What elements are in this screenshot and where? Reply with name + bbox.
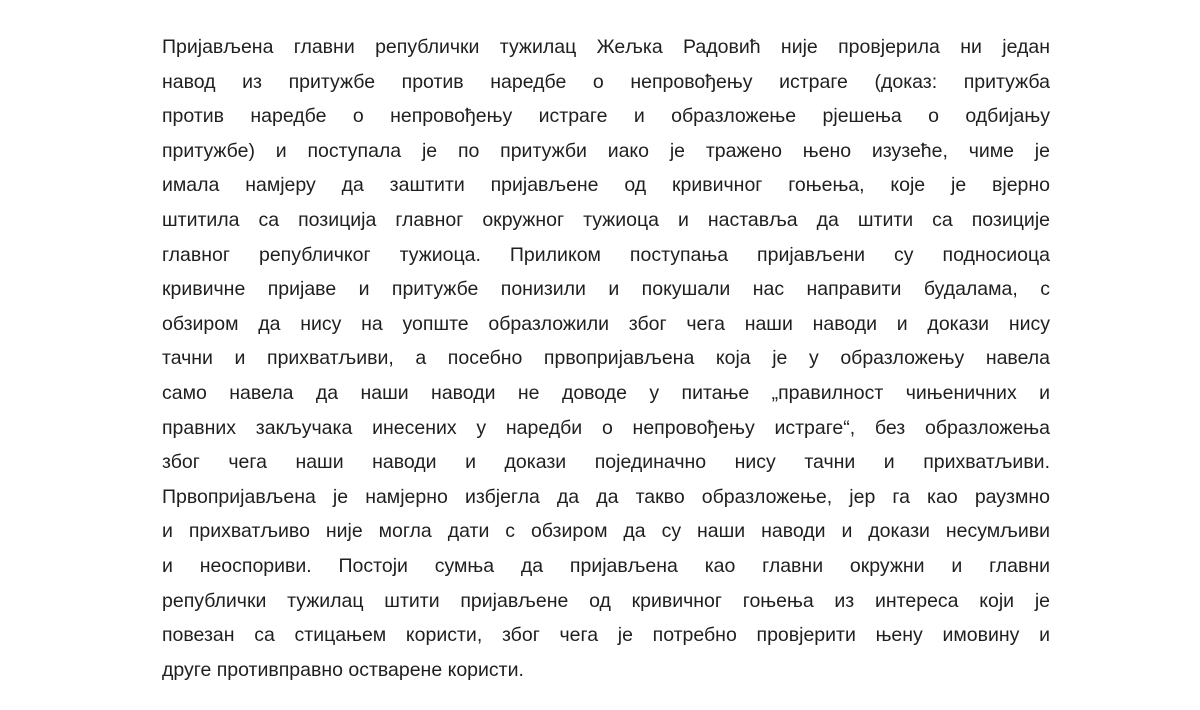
paragraph-line: правних закључака инесених у наредби о непровођењу истраге“, без образложења bbox=[162, 416, 1050, 439]
paragraph-line: и неоспориви. Постоји сумња да пријављена као главни окружни и главни bbox=[162, 554, 1050, 577]
paragraph-line: Првопријављена је намјерно избјегла да да такво образложење, јер га као раузмно bbox=[162, 485, 1050, 508]
paragraph-line: и прихватљиво није могла дати с обзиром да су наши наводи и докази несумљиви bbox=[162, 520, 1050, 543]
paragraph-line: притужбе) и поступала је по притужби иако је тражено њено изузеће, чиме је bbox=[162, 139, 1050, 162]
document-paragraph bbox=[162, 30, 1050, 687]
paragraph-line: Пријављена главни републички тужилац Жељка Радовић није провјерила ни један bbox=[162, 36, 1050, 58]
paragraph-line: против наредбе о непровођењу истраге и образложење рјешења о одбијању bbox=[162, 105, 1050, 128]
paragraph-line: обзиром да нису на уопште образложили због чега наши наводи и докази нису bbox=[162, 312, 1050, 335]
paragraph-line: тачни и прихватљиви, а посебно првопријављена која је у образложењу навела bbox=[162, 347, 1050, 370]
paragraph-line: штитила са позиција главног окружног тужиоца и наставља да штити са позиције bbox=[162, 208, 1050, 231]
paragraph-line: само навела да наши наводи не доводе у питање „правилност чињеничних и bbox=[162, 381, 1050, 404]
paragraph-line: кривичне пријаве и притужбе понизили и покушали нас направити будалама, с bbox=[162, 278, 1050, 301]
paragraph-line: друге противправно остварене користи. bbox=[162, 658, 524, 681]
paragraph-line: имала намјеру да заштити пријављене од кривичног гоњења, које је вјерно bbox=[162, 174, 1050, 197]
paragraph-line: повезан са стицањем користи, због чега је потребно провјерити њену имовину и bbox=[162, 624, 1050, 647]
paragraph-line: због чега наши наводи и докази појединачно нису тачни и прихватљиви. bbox=[162, 451, 1050, 474]
paragraph-line: навод из притужбе против наредбе о непровођењу истраге (доказ: притужба bbox=[162, 70, 1050, 93]
paragraph-line: главног републичког тужиоца. Приликом поступања пријављени су подносиоца bbox=[162, 243, 1050, 266]
paragraph-line: републички тужилац штити пријављене од кривичног гоњења из интереса који је bbox=[162, 589, 1050, 612]
